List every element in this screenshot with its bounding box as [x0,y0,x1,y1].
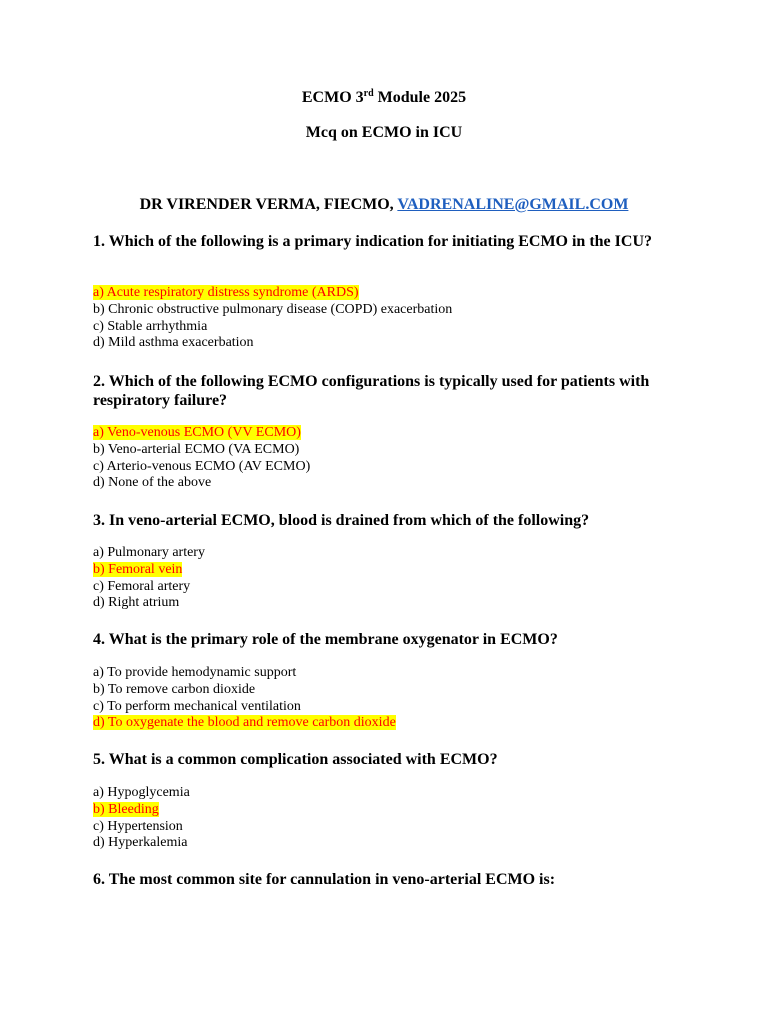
title-superscript: rd [363,88,374,99]
option-text: a) To provide hemodynamic support [93,665,297,680]
option-text: a) Hypoglycemia [93,785,190,800]
option [93,682,693,699]
option [93,319,693,336]
option [93,802,693,819]
question-3: 3. In veno-arterial ECMO, blood is drained from which of the following? [93,512,590,529]
options-4 [93,665,693,732]
option-text: b) Chronic obstructive pulmonary disease (COPD) exacerbation [93,301,453,317]
options-2 [93,425,693,492]
author-name: DR VIRENDER VERMA, FIECMO, [139,196,398,213]
option [93,699,693,716]
option [93,562,693,579]
option [93,475,693,492]
option-text: a) Pulmonary artery [93,545,205,560]
option-text: a) Veno-venous ECMO (VV ECMO) [93,425,301,440]
options-5 [93,785,693,852]
option-text: d) Mild asthma exacerbation [93,335,254,351]
option-text: c) Arterio-venous ECMO (AV ECMO) [93,458,311,474]
option-text: b) Veno-arterial ECMO (VA ECMO) [93,441,300,457]
options-3 [93,545,693,612]
email-link[interactable]: VADRENALINE@GMAIL.COM [397,196,629,213]
options-1 [93,285,693,352]
option-text: d) None of the above [93,475,212,491]
option-text: d) To oxygenate the blood and remove carbon dioxide [93,715,396,731]
option [93,835,693,852]
option-text: c) Hypertension [93,818,183,834]
option [93,579,693,596]
option [93,285,693,302]
option-text: c) Femoral artery [93,578,191,594]
option [93,665,693,682]
page-subtitle: Mcq on ECMO in ICU [305,124,463,141]
option [93,595,693,612]
author-line [0,196,768,214]
page-title: ECMO 3rd Module 2025 [301,88,467,106]
option [93,785,693,802]
option [93,335,693,352]
option [93,459,693,476]
question-5: 5. What is a common complication associated with ECMO? [93,751,498,768]
question-4: 4. What is the primary role of the membrane oxygenator in ECMO? [93,631,558,648]
question-6: 6. The most common site for cannulation in veno-arterial ECMO is: [93,871,556,888]
option-text: c) To perform mechanical ventilation [93,698,301,714]
question-2: 2. Which of the following ECMO configurations is typically used for patients with respiratory failure? [93,373,650,409]
option [93,442,693,459]
option-text: a) Acute respiratory distress syndrome (ARDS) [93,285,359,300]
option-text: d) Right atrium [93,595,180,611]
option [93,302,693,319]
option-text: c) Stable arrhythmia [93,318,208,334]
option [93,545,693,562]
question-1: 1. Which of the following is a primary indication for initiating ECMO in the ICU? [93,233,652,250]
option [93,425,693,442]
option-text: b) Bleeding [93,801,159,817]
option-text: b) Femoral vein [93,561,183,577]
option [93,715,693,732]
option-text: d) Hyperkalemia [93,835,188,851]
option-text: b) To remove carbon dioxide [93,681,256,697]
option [93,819,693,836]
